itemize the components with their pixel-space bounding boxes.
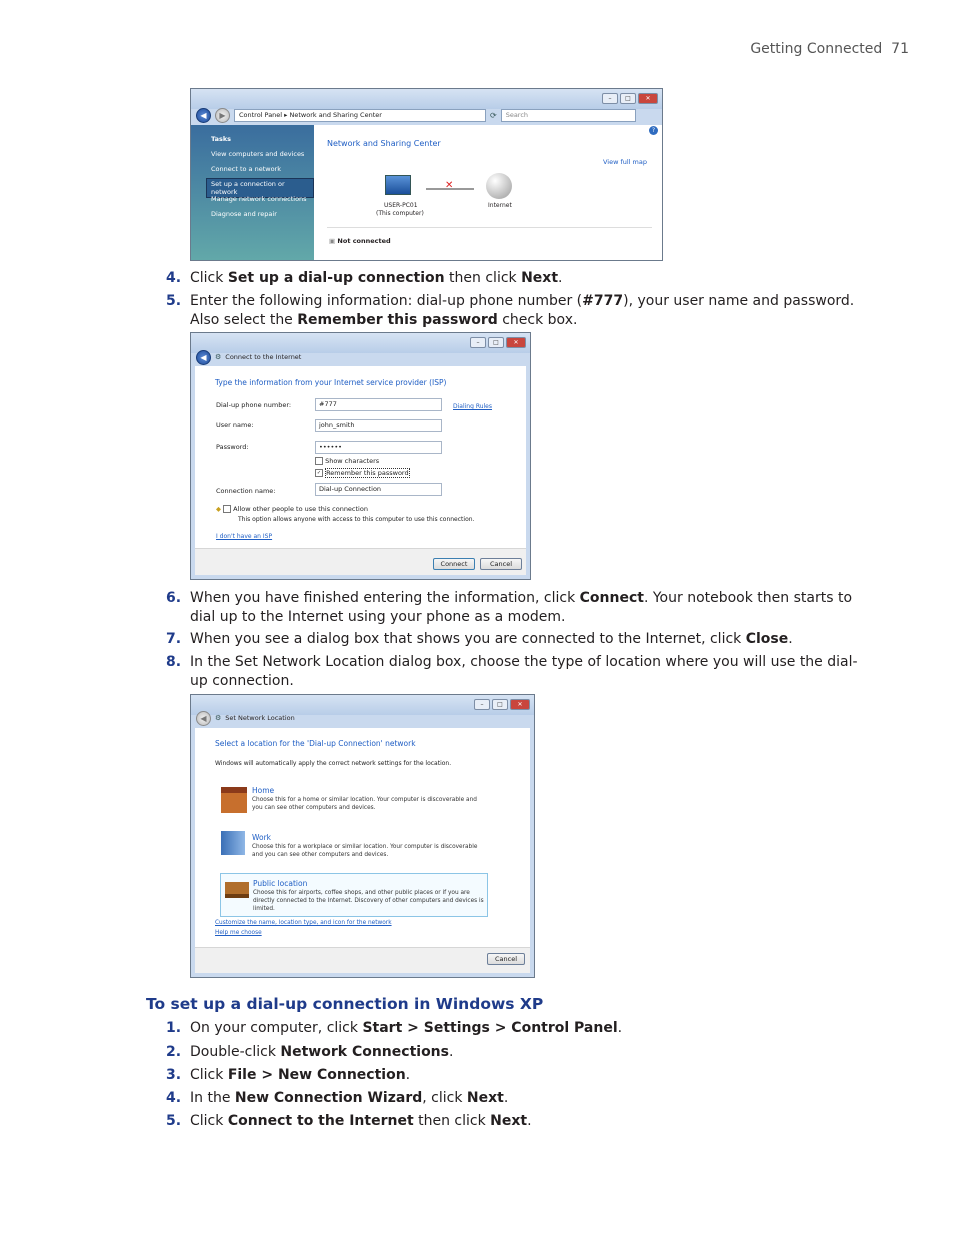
dialog-heading: Select a location for the 'Dial-up Connection' network [215,739,416,748]
office-building-icon [221,831,245,855]
step-emphasis: Connect to the Internet [227,1113,414,1129]
network-icon: ⚙ [215,353,222,361]
breadcrumb-control-panel[interactable]: Control Panel [239,110,283,119]
step-fragment: Click [190,1067,228,1083]
step-number: 4. [166,270,182,286]
step-text [190,270,562,286]
maximize-icon[interactable]: □ [488,337,504,348]
remember-option[interactable] [315,469,410,477]
step-text [190,1113,532,1129]
step-text [190,1020,622,1036]
public-title: Public location [253,879,308,888]
step-fragment: On your computer, click [190,1020,363,1036]
step-text [190,293,854,328]
step-number: 5. [166,1113,182,1129]
step-fragment: then click [413,1113,491,1129]
step-c-1 [166,1019,870,1038]
bench-icon [225,882,249,898]
maximize-icon[interactable]: □ [492,699,508,710]
dialog-body [195,728,530,973]
back-icon[interactable]: ◀ [196,108,211,123]
computer-icon [385,175,411,195]
step-number: 8. [166,654,182,670]
task-connect-network[interactable]: Connect to a network [211,165,281,173]
step-number: 1. [166,1020,182,1036]
internet-label: Internet [488,202,512,209]
step-a-4 [166,269,870,288]
allow-description: This option allows anyone with access to this computer to use this connection. [238,516,475,523]
step-c-2 [166,1043,870,1062]
work-desc: Choose this for a workplace or similar location. Your computer is discoverable and you can see other computers and devices. [252,844,478,858]
computer-name: USER-PC01 [384,202,418,209]
public-option[interactable] [220,873,488,917]
status-text [329,237,391,245]
step-text [190,1044,453,1060]
step-fragment: Click [190,270,228,286]
allow-option[interactable] [216,505,368,513]
search-placeholder: Search [505,110,529,119]
step-fragment: . [617,1020,623,1036]
step-number: 5. [166,293,182,309]
step-fragment: . [405,1067,411,1083]
step-fragment: Double-click [190,1044,281,1060]
page-header [750,41,909,57]
globe-icon [486,173,512,199]
step-b-7 [166,630,870,649]
view-full-map-link[interactable]: View full map [602,158,647,166]
step-number: 3. [166,1067,182,1083]
network-status-icon: ▣ [329,237,336,245]
help-choose-link[interactable]: Help me choose [215,930,262,936]
task-manage-connections[interactable]: Manage network connections [211,195,307,203]
close-icon[interactable]: ✕ [510,699,530,710]
step-emphasis: Next [466,1090,504,1106]
section-heading: To set up a dial-up connection in Windows XP [146,995,544,1013]
main-title: Network and Sharing Center [327,139,441,148]
show-chars-checkbox[interactable] [315,457,323,465]
dialog-body [195,366,526,575]
step-text [190,1090,508,1106]
phone-label: Dial-up phone number: [216,401,292,409]
step-emphasis: New Connection Wizard [234,1090,423,1106]
disconnected-x-icon: ✕ [445,180,454,191]
phone-field[interactable]: #777 [315,398,442,411]
step-emphasis: #777 [582,293,624,309]
connect-internet-screenshot [190,332,531,580]
address-bar[interactable]: Control Panel ▸ Network and Sharing Center [234,109,486,122]
public-desc: Choose this for airports, coffee shops, and other public places or if you are directly connected to the Internet. Discovery of other computers and devices is limited. [253,890,484,912]
step-c-3 [166,1066,870,1085]
work-option[interactable] [221,831,481,871]
user-field[interactable]: john_smith [315,419,442,432]
step-text [190,1067,410,1083]
step-fragment: In the [190,1090,235,1106]
step-text [190,631,793,647]
back-icon[interactable]: ◀ [196,711,211,726]
step-fragment: then click [444,270,522,286]
step-c-5 [166,1112,870,1131]
main-pane [314,125,662,260]
help-icon[interactable]: ? [649,126,658,135]
step-fragment: check box. [497,312,578,328]
step-fragment: , click [422,1090,467,1106]
step-fragment: Click [190,1113,228,1129]
step-emphasis: Set up a dial-up connection [227,270,445,286]
step-fragment: . [448,1044,454,1060]
step-fragment: Enter the following information: dial-up phone number ( [190,293,583,309]
step-emphasis: Start > Settings > Control Panel [362,1020,618,1036]
step-fragment: ), your user name and password. Also select the [190,293,855,328]
cancel-button[interactable]: Cancel [480,558,522,570]
dialog-heading: Type the information from your Internet service provider (ISP) [215,378,447,387]
nav-bar [191,347,530,367]
house-icon [221,787,247,813]
step-fragment: When you see a dialog box that shows you are connected to the Internet, click [190,631,746,647]
conn-name-field[interactable]: Dial-up Connection [315,483,442,496]
step-fragment: . [558,270,563,286]
tasks-title: Tasks [211,135,232,143]
nav-bar [191,708,534,728]
allow-label: Allow other people to use this connection [233,505,368,513]
maximize-icon[interactable]: □ [620,93,636,104]
step-b-8 [166,653,870,691]
step-text [190,654,858,689]
password-field[interactable]: •••••• [315,441,442,454]
step-fragment: . [527,1113,532,1129]
dialog-intro: Windows will automatically apply the correct network settings for the location. [215,760,452,767]
work-title: Work [252,833,271,842]
step-emphasis: Network Connections [280,1044,449,1060]
cancel-button[interactable]: Cancel [487,953,525,965]
home-title: Home [252,786,275,795]
step-emphasis: File > New Connection [227,1067,406,1083]
show-chars-option[interactable] [315,457,379,465]
nav-bar [191,105,662,125]
step-number: 2. [166,1044,182,1060]
step-fragment: In the Set Network Location dialog box, choose the type of location where you will use the dial-up connection. [190,654,858,689]
set-network-location-screenshot [190,694,535,978]
allow-checkbox[interactable] [223,505,231,513]
status-label: Not connected [337,237,391,245]
search-input[interactable] [501,109,636,122]
step-fragment: . [503,1090,509,1106]
task-setup-connection[interactable]: Set up a connection or network [206,178,314,198]
no-isp-link[interactable]: I don't have an ISP [216,533,273,540]
password-label: Password: [216,443,249,451]
step-number: 7. [166,631,182,647]
close-icon[interactable]: ✕ [506,337,526,348]
minimize-icon[interactable]: – [602,93,618,104]
conn-name-label: Connection name: [216,487,276,495]
page-number: 71 [891,41,909,57]
minimize-icon[interactable]: – [474,699,490,710]
dialog-footer [195,548,526,575]
task-view-computers[interactable]: View computers and devices [211,150,305,158]
step-emphasis: Close [745,631,789,647]
breadcrumb-network-center[interactable]: Network and Sharing Center [289,110,382,119]
step-fragment: . Your notebook then starts to dial up to the Internet using your phone as a modem. [190,590,853,625]
home-desc: Choose this for a home or similar location. Your computer is discoverable and you can see other computers and devices. [252,797,477,811]
status-divider [327,227,652,228]
network-sharing-center-screenshot [190,88,663,261]
remember-checkbox[interactable]: ✓ [316,470,322,476]
computer-sub: (This computer) [376,210,424,217]
home-option[interactable] [221,784,481,824]
tasks-sidebar [191,125,314,260]
step-c-4 [166,1089,870,1108]
network-icon: ⚙ [215,714,222,722]
shield-icon: ◆ [216,505,221,513]
back-icon[interactable]: ◀ [196,350,211,365]
step-emphasis: Connect [579,590,644,606]
step-a-5 [166,292,870,330]
dialog-footer [195,947,530,973]
customize-link[interactable]: Customize the name, location type, and icon for the network [215,920,392,926]
step-emphasis: Next [521,270,559,286]
remember-label: Remember this password [326,469,409,477]
header-section: Getting Connected [750,41,883,57]
dialog-title: Connect to the Internet [225,353,302,361]
show-chars-label: Show characters [325,457,380,465]
step-emphasis: Next [490,1113,528,1129]
close-icon[interactable]: ✕ [638,93,658,104]
dialing-rules-link[interactable]: Dialing Rules [453,403,493,410]
user-label: User name: [216,421,254,429]
step-number: 4. [166,1090,182,1106]
step-fragment: . [788,631,793,647]
step-number: 6. [166,590,182,606]
forward-icon[interactable]: ▶ [215,108,230,123]
minimize-icon[interactable]: – [470,337,486,348]
connect-button[interactable]: Connect [433,558,475,570]
dialog-title: Set Network Location [225,714,295,722]
task-diagnose[interactable]: Diagnose and repair [211,210,277,218]
step-fragment: When you have finished entering the information, click [190,590,580,606]
step-emphasis: Remember this password [297,312,498,328]
step-text [190,590,852,625]
refresh-icon[interactable]: ⟳ [490,110,497,120]
step-b-6 [166,589,870,627]
